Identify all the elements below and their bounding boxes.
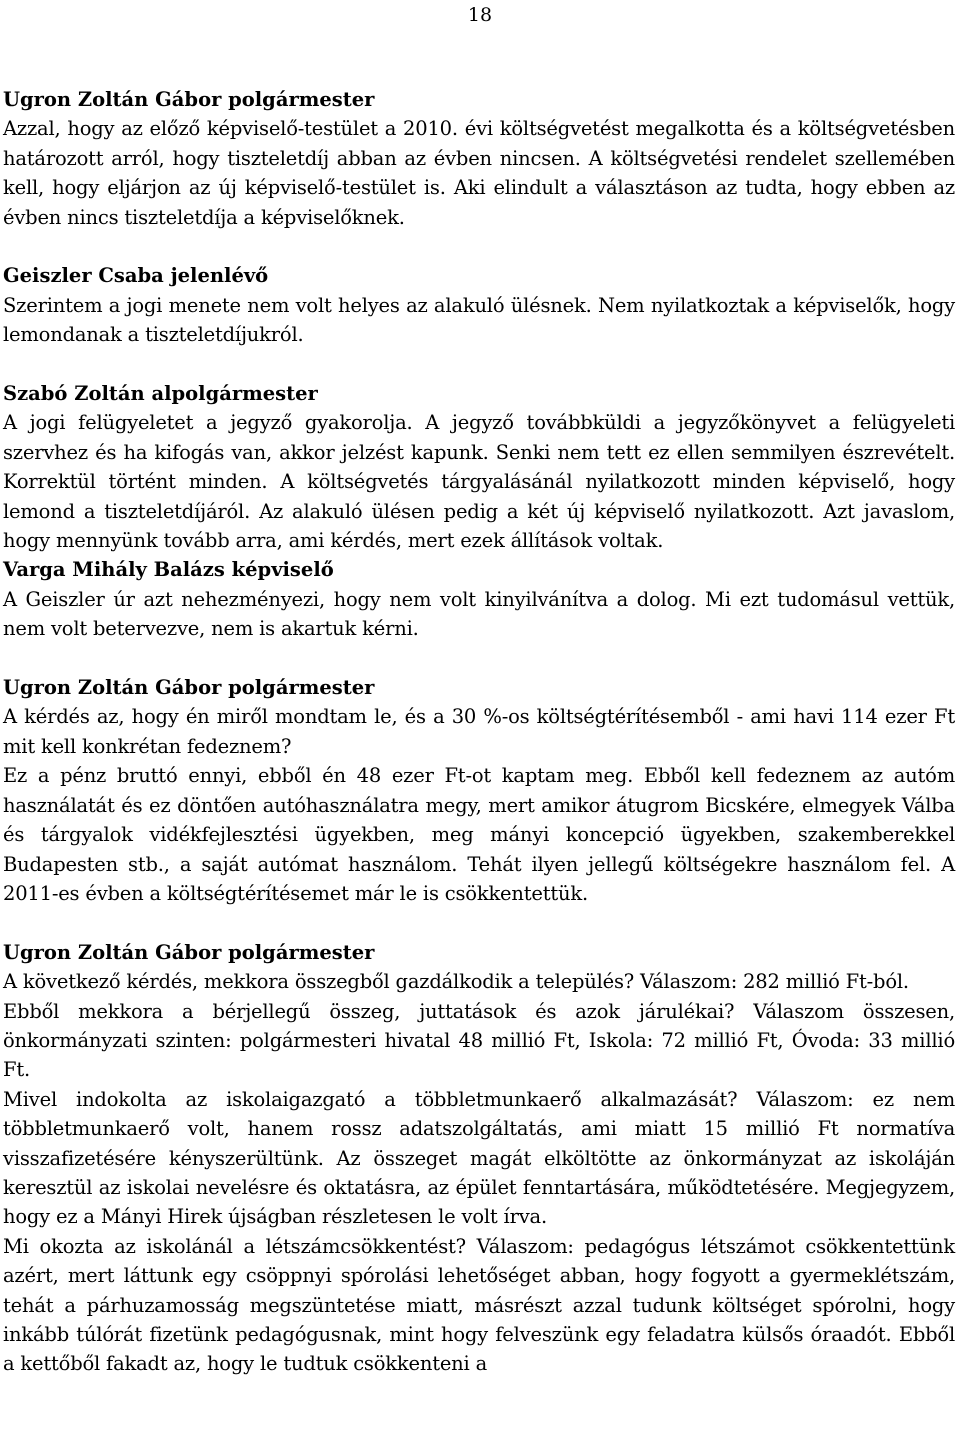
speech-block — [3, 85, 955, 232]
speech-block — [3, 261, 955, 349]
speech-paragraph: Azzal, hogy az előző képviselő-testület a 2010. évi költségvetést megalkotta és a költségvetésben határozott arról, hogy tiszteletdíj abban az évben nincsen. A költségvetési rendelet szellemében kell, hogy eljárjon az új képviselő-testület is. Aki elindult a választáson az tudta, hogy ebben az évben nincs tiszteletdíja a képviselőknek. — [3, 117, 955, 229]
speaker-name: Ugron Zoltán Gábor polgármester — [3, 940, 375, 964]
speech-block — [3, 379, 955, 555]
speech-paragraph: Mivel indokolta az iskolaigazgató a többletmunkaerő alkalmazását? Válaszom: ez nem többletmunkaerő volt, hanem rossz adatszolgáltatás, ami miatt 15 millió Ft normatíva visszafizetésére kényszerültünk. Az összeget magát elköltötte az önkormányzat az iskoláján keresztül az iskolai nevelésre és oktatásra, az épület fenntartására, működtetésére. Megjegyzem, hogy ez a Mányi Hirek újságban részletesen le volt írva. — [3, 1087, 955, 1229]
block-spacer — [3, 350, 955, 379]
speaker-name: Ugron Zoltán Gábor polgármester — [3, 88, 375, 111]
speech-paragraph: A Geiszler úr azt nehezményezi, hogy nem volt kinyilvánítva a dolog. Mi ezt tudomásul vettük, nem volt betervezve, nem is akartuk kérni. — [3, 587, 955, 641]
speech-paragraph: Mi okozta az iskolánál a létszámcsökkentést? Válaszom: pedagógus létszámot csökkentettünk azért, mert láttunk egy csöppnyi spórolási lehetőséget abban, hogy fogyott a gyermeklétszám, tehát a párhuzamosság megszüntetése miatt, másrészt azzal tudunk költséget spórolni, hogy inkább túlórát fizetünk pedagógusnak, mint hogy felveszünk egy feladatra külsős óraadót. Ebből a kettőből fakadt az, hogy le tudtuk csökkenteni a — [3, 1234, 955, 1376]
speech-block — [3, 938, 955, 1379]
page-number: 18 — [467, 4, 493, 26]
speaker-name: Geiszler Csaba jelenlévő — [3, 264, 269, 288]
speech-paragraph: Ebből mekkora a bérjellegű összeg, juttatások és azok járulékai? Válaszom összesen, önkormányzati szinten: polgármesteri hivatal 48 millió Ft, Iskola: 72 millió Ft, Óvoda: 33 millió Ft. — [3, 999, 955, 1082]
document-body — [3, 85, 955, 1379]
block-spacer — [3, 908, 955, 937]
speaker-name: Ugron Zoltán Gábor polgármester — [3, 676, 375, 700]
speech-paragraph: A jogi felügyeletet a jegyző gyakorolja. A jegyző továbbküldi a jegyzőkönyvet a felügyeleti szervhez és ha kifogás van, akkor jelzést kapunk. Senki nem tett ez ellen semmilyen észrevételt. Korrektül történt minden. A költségvetés tárgyalásánál nyilatkozott minden képviselő, hogy lemond a tiszteletdíjáról. Az alakuló ülésen pedig a két új képviselő nyilatkozott. Azt javaslom, hogy mennyünk tovább arra, ami kérdés, mert ezek állítások voltak. — [3, 411, 955, 553]
speaker-name: Varga Mihály Balázs képviselő — [3, 558, 334, 582]
speech-paragraph: A következő kérdés, mekkora összegből gazdálkodik a település? Válaszom: 282 millió Ft-ból. — [3, 970, 909, 994]
speech-paragraph: A kérdés az, hogy én miről mondtam le, és a 30 %-os költségtérítésemből - ami havi 114 ezer Ft mit kell konkrétan fedeznem? — [3, 705, 955, 758]
block-spacer — [3, 644, 955, 673]
speech-block — [3, 555, 955, 643]
speech-paragraph: Szerintem a jogi menete nem volt helyes az alakuló ülésnek. Nem nyilatkoztak a képviselők, hogy lemondanak a tiszteletdíjukról. — [3, 293, 955, 347]
speaker-name: Szabó Zoltán alpolgármester — [3, 382, 318, 406]
speech-paragraph: Ez a pénz bruttó ennyi, ebből én 48 ezer Ft-ot kaptam meg. Ebből kell fedeznem az autóm használatát és ez döntően autóhasználatra megy, mert amikor átugrom Bicskére, elmegyek Válba és tárgyalok vidékfejlesztési ügyekben, meg mányi koncepció ügyekben, szakemberekkel Budapesten stb., a saját autómat használom. Tehát ilyen jellegű költségekre használom fel. A 2011-es évben a költségtérítésemet már le is csökkentettük. — [3, 764, 955, 905]
block-spacer — [3, 232, 955, 261]
speech-block — [3, 673, 955, 908]
